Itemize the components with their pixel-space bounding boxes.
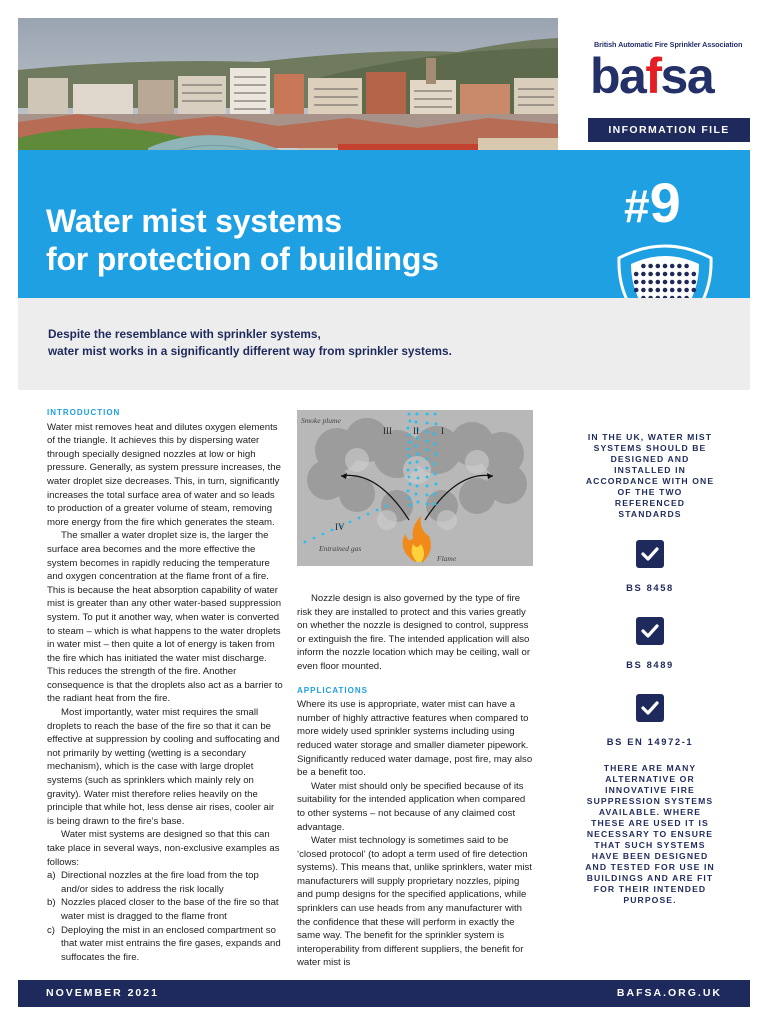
list-item-text: Nozzles placed closer to the base of the fire so that water mist is dragged to the flame front — [61, 897, 279, 922]
bafsa-logo — [580, 40, 755, 104]
examples-list — [47, 869, 283, 964]
list-item-text: Deploying the mist in an enclosed compartment so that water mist entrains the fire gases, expands and suffocates the fire. — [61, 924, 281, 963]
file-number — [624, 170, 681, 235]
entrained-gas-label: Entrained gas — [319, 544, 362, 553]
list-item — [47, 869, 283, 896]
standard-bs-8489: BS 8489 — [626, 659, 674, 670]
file-number-hash: # — [624, 180, 650, 232]
intro-paragraph-1: Water mist removes heat and dilutes oxygen elements of the triangle. It achieves this by dispersing water through specially designed nozzles at low or high pressure. Generally, as system pressure increases, the water droplet size decreases. This, in turn, significantly increases the total surface area of water and so leads to production of a greater volume of steam, removing more energy from the fire which generates the steam. — [47, 421, 281, 528]
list-marker: b) — [47, 897, 56, 909]
file-number-value: 9 — [649, 171, 681, 234]
region-label-iii: III — [383, 426, 392, 436]
association-name: British Automatic Fire Sprinkler Association — [594, 40, 743, 49]
region-label-iv: IV — [335, 522, 345, 532]
intro-band — [18, 298, 750, 390]
applications-paragraph-1: Where its use is appropriate, water mist can have a number of highly attractive features when compared to more widely used sprinkler systems including using reduced water storage and smaller diameter pipework. Significantly reduced water damage, post fire, may also be a benefit too. — [297, 699, 533, 779]
logo-text-ba: ba — [590, 48, 646, 104]
footer-date: NOVEMBER 2021 — [46, 987, 159, 999]
title-line-1: Water mist systems — [46, 203, 342, 239]
standards-list — [582, 540, 718, 771]
intro-paragraph-4: Water mist systems are designed so that this can take place in several ways, non-exclusive examples as follows: — [47, 829, 280, 868]
list-item-text: Directional nozzles at the fire load from the top and/or sides to address the risk locally — [61, 870, 259, 895]
checkmark-icon — [636, 617, 664, 645]
footer-bar — [18, 980, 750, 1007]
logo-text-sa: sa — [660, 48, 714, 104]
standard-bs-en-14972-1: BS EN 14972-1 — [606, 736, 694, 747]
applications-paragraph-2: Water mist should only be specified because of its suitability for the intended application when compared to other systems – not because of any claimed cost advantage. — [297, 780, 526, 833]
logo-wordmark — [590, 48, 755, 104]
water-mist-diagram — [297, 410, 533, 566]
nozzle-paragraph: Nozzle design is also governed by the type of fire risk they are installed to protect and this varies greatly on whether the nozzle is designed to control, suppress or extinguish the fire. The intended application will also inform the nozzle location which may be ceiling, wall or even floor mounted. — [297, 593, 531, 672]
list-item — [47, 896, 283, 923]
checkmark-icon — [636, 540, 664, 568]
checkmark-icon — [636, 694, 664, 722]
column-applications — [297, 592, 533, 970]
logo-text-f: f — [645, 48, 661, 104]
list-item — [47, 924, 283, 965]
footer-website-link[interactable]: BAFSA.ORG.UK — [616, 987, 722, 999]
alternative-systems-note: THERE ARE MANY ALTERNATIVE OR INNOVATIVE FIRE SUPPRESSION SYSTEMS AVAILABLE. WHERE THESE ARE USED IT IS NECESSARY TO ENSURE THAT SUCH SYSTEMS HAVE BEEN DESIGNED AND TESTED FOR USE IN BUILDINGS AND ARE FIT FOR THEIR INTENDED PURPOSE. — [585, 763, 715, 905]
intro-paragraph-3: Most importantly, water mist requires the small droplets to reach the base of the fire so that it can be effective at suppression by cooling and suffocating and not primarily by wetting (wetting is a secondary mechanism), which is the case with large droplet systems (such as sprinklers which mainly rely on gravity). Water mist therefore relies heavily on the principle that while hot, less dense air rises, cooler air is being drawn to the fire’s base. — [47, 707, 280, 827]
intro-line-1: Despite the resemblance with sprinkler systems, — [48, 327, 321, 341]
standards-note: IN THE UK, WATER MIST SYSTEMS SHOULD BE DESIGNED AND INSTALLED IN ACCORDANCE WITH ONE OF THE TWO REFERENCED STANDARDS — [585, 432, 715, 519]
introduction-heading: INTRODUCTION — [47, 408, 121, 417]
flame-label: Flame — [437, 554, 457, 563]
applications-heading: APPLICATIONS — [297, 685, 368, 695]
page-title — [46, 202, 439, 278]
smoke-plume-label: Smoke plume — [301, 416, 341, 425]
intro-line-2: water mist works in a significantly different way from sprinkler systems. — [48, 344, 452, 358]
information-file-label: INFORMATION FILE — [588, 118, 750, 142]
standard-bs-8458: BS 8458 — [626, 582, 674, 593]
list-marker: c) — [47, 924, 55, 936]
column-introduction — [47, 406, 283, 964]
title-line-2: for protection of buildings — [46, 241, 439, 277]
applications-paragraph-3: Water mist technology is sometimes said to be ‘closed protocol’ (to adopt a term used of fire detection systems). This means that, unlike sprinklers, water mist manufacturers will supply proprietary nozzles, piping and pump designs for the specified applications, while sprinklers can use heads from any manufacturer with the confidence that these will perform in exactly the same way. The benefit for the sprinkler system is interoperability from different suppliers, the benefit for water mist is — [297, 835, 532, 969]
list-marker: a) — [47, 870, 56, 882]
intro-text — [48, 326, 568, 360]
intro-paragraph-2: The smaller a water droplet size is, the larger the surface area becomes and the more effective the system becomes in rapidly reducing the temperature and oxygen concentration at the flame front of a fire. This is because the heat absorption capability of water mist is greater than any other water-based suppression system. To put it another way, when water is converted to steam – which is what happens to the water droplets in water mist – then quite a lot of energy is taken from the fire which has initiated the water mist discharge. This reduces the strength of the fire. Another consequence is that the droplets also act as a barrier to the radiant heat from the fire. — [47, 530, 283, 705]
region-label-i: I — [441, 426, 444, 436]
region-label-ii: II — [413, 426, 419, 436]
